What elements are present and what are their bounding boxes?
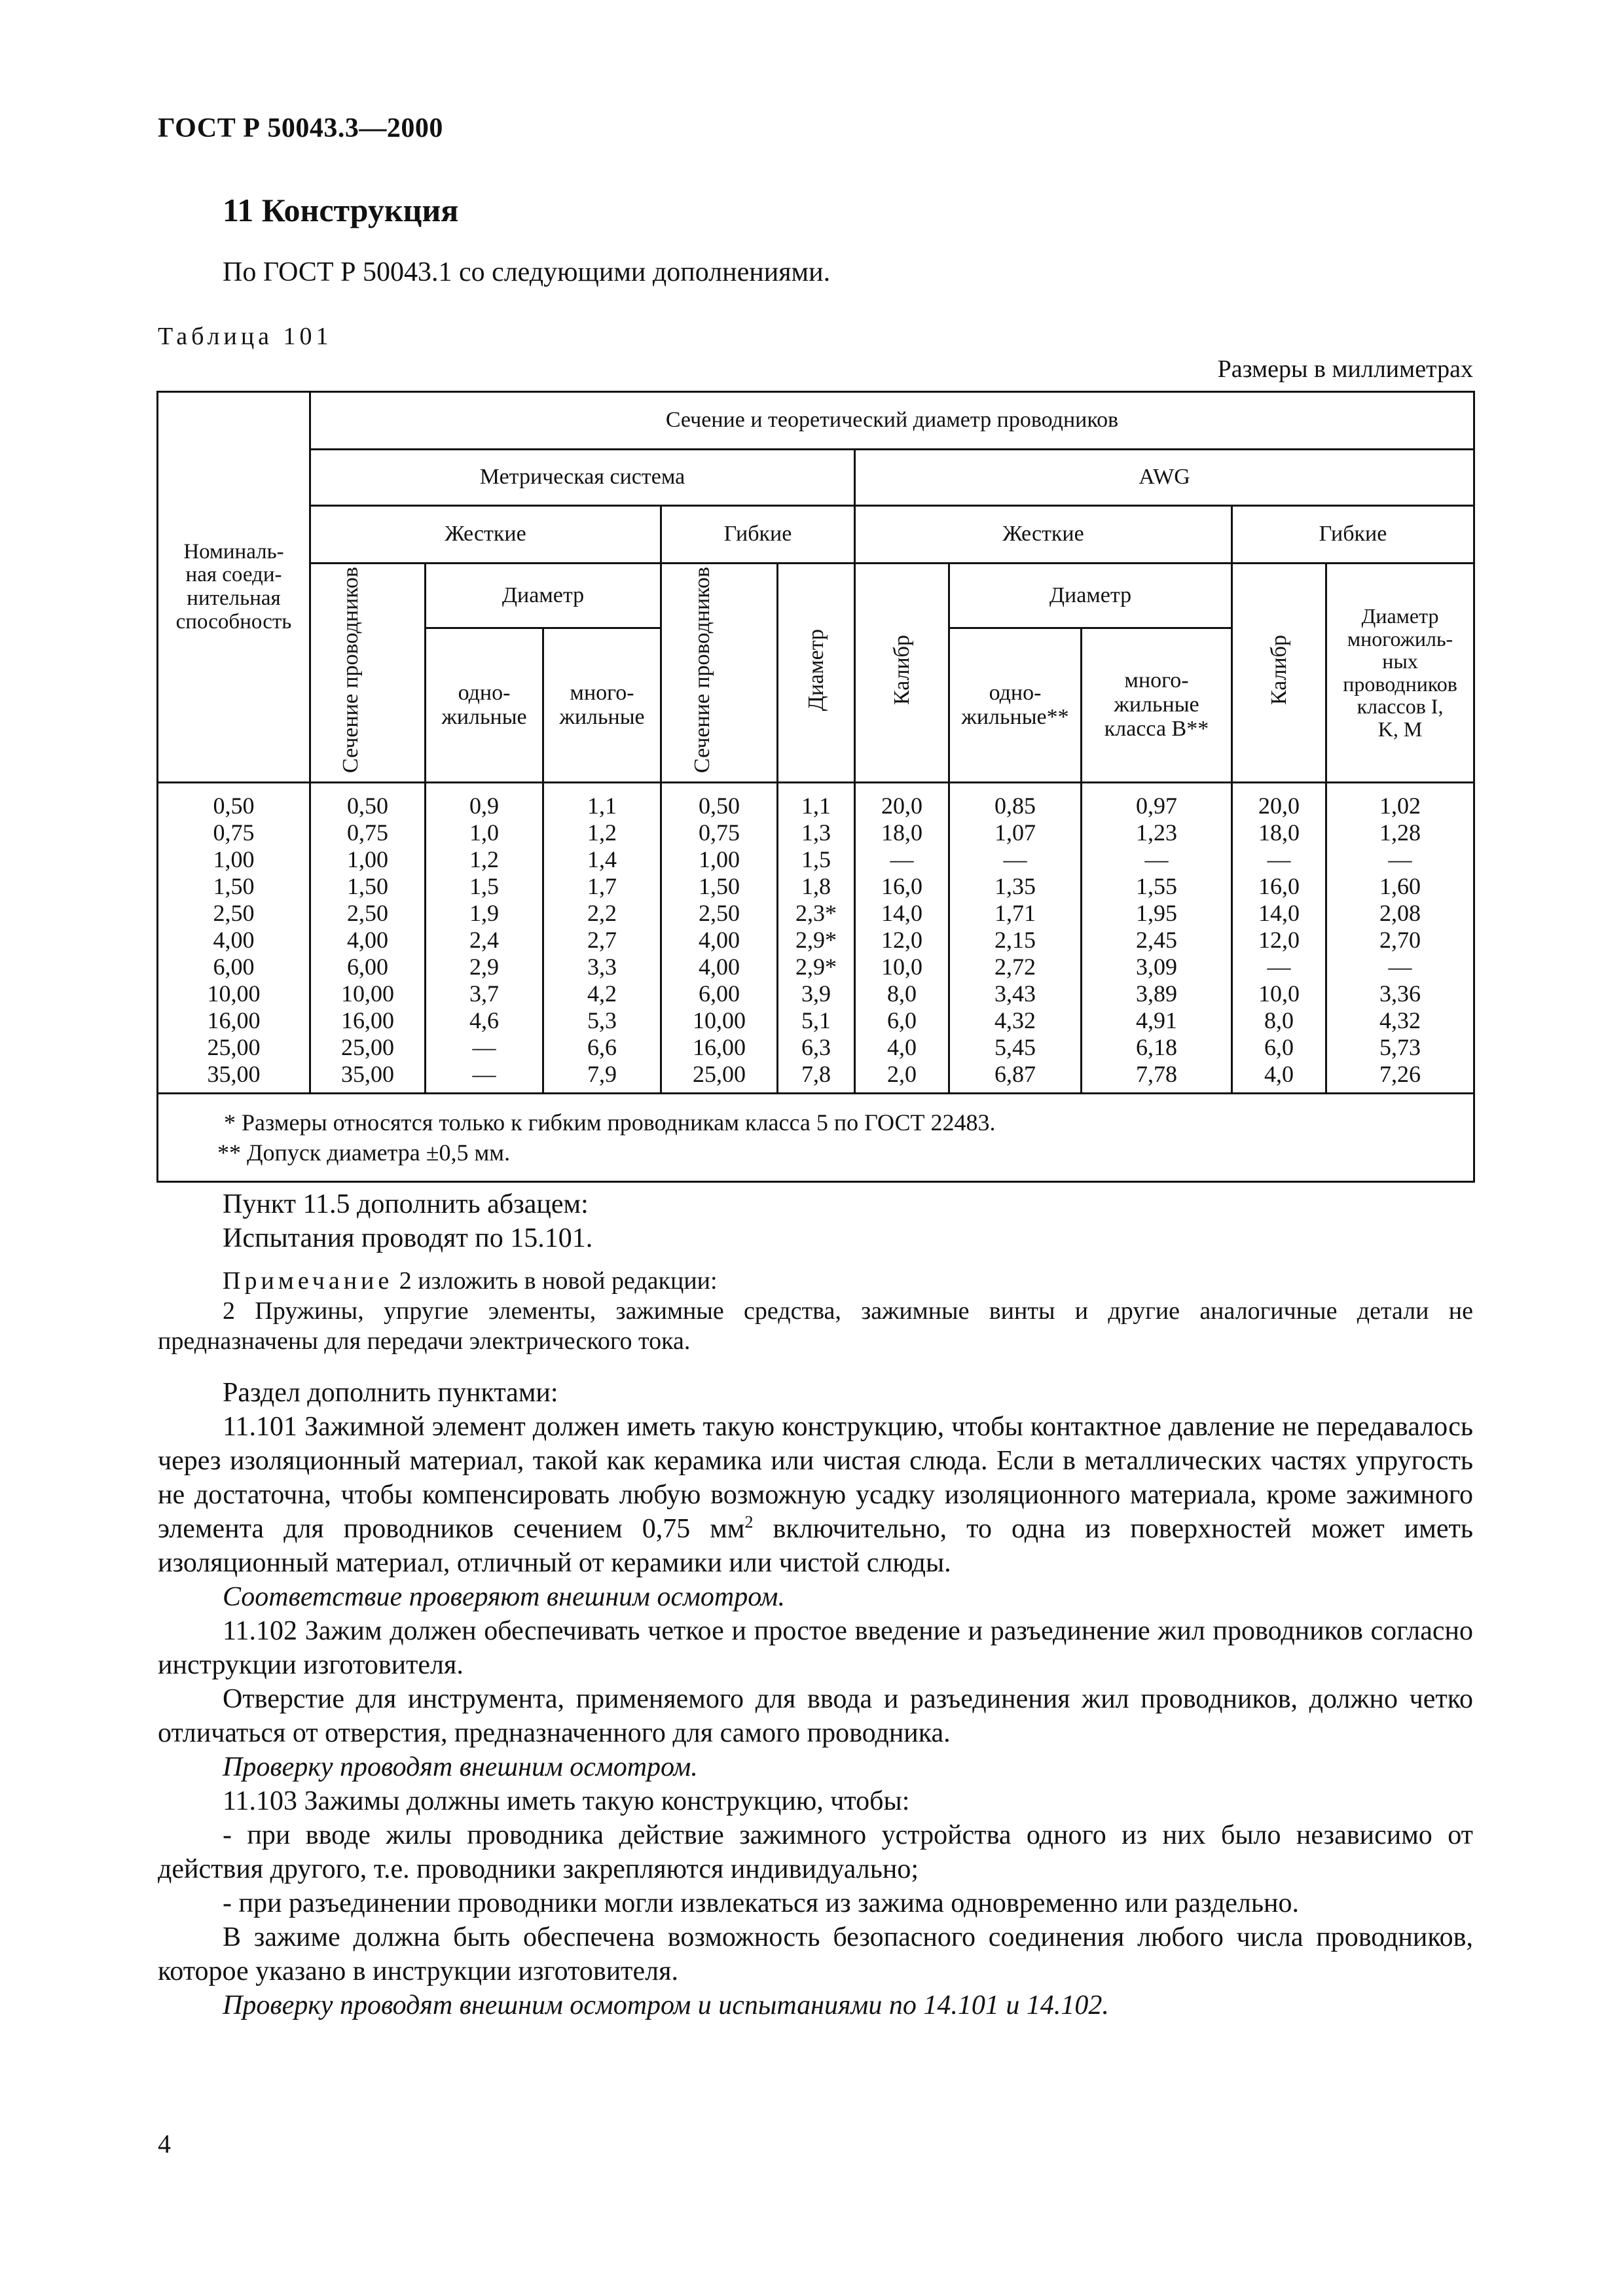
table-cell: 6,0: [887, 1007, 917, 1033]
table-cell: 4,0: [1264, 1060, 1294, 1087]
awg-header: AWG: [855, 450, 1474, 506]
table-cell: 2,15: [994, 926, 1036, 953]
table-cell: 4,6: [469, 1007, 499, 1033]
table-cell: 20,0: [1258, 792, 1300, 819]
table-cell: 2,4: [469, 926, 499, 953]
metric-flexible-header: Гибкие: [661, 506, 855, 564]
table-cell: 1,4: [587, 846, 617, 872]
col-7: [949, 782, 1082, 1093]
table-cell: 2,2: [587, 899, 617, 926]
check-1: Соответствие проверяют внешним осмотром.: [223, 1582, 785, 1612]
table-cell: 2,7: [587, 926, 617, 953]
table-cell: 4,91: [1136, 1007, 1177, 1033]
table-cell: 1,1: [587, 792, 617, 819]
table-cell: 6,6: [587, 1033, 617, 1060]
table-cell: —: [1144, 846, 1169, 872]
clause-11-102-b: Отверстие для инструмента, применяемого для ввода и разъединения жил проводников, должно четко отличаться от отверстия, предназначенного для самого проводника.: [158, 1684, 1473, 1748]
table-cell: 0,50: [347, 792, 388, 819]
table-cell: 4,00: [213, 926, 255, 953]
clause-11-101: 11.101 Зажимной элемент должен иметь такую конструкцию, чтобы контактное давление не передавалось через изоляционный материал, такой как керамика или чистая слюда. Если в металлических частях упругость не достаточна, чтобы компенсировать любую возможную усадку изоляционного материала, кроме зажимного элемента для проводников сечением 0,75 $мм^2$ включительно, то одна из поверхностей может иметь изоляционный материал, отличный от керамики или чистой слюды.: [158, 1412, 1473, 1578]
note-label: Примечание: [223, 1267, 393, 1295]
table-caption: Таблица 101: [158, 323, 333, 350]
table-cell: 0,75: [213, 819, 255, 846]
metric-flex-section-header: Сечение проводников: [661, 564, 778, 783]
table-cell: 0,85: [994, 792, 1036, 819]
table-cell: 1,00: [213, 846, 255, 872]
table-cell: 7,8: [801, 1060, 831, 1087]
col-5: [778, 782, 855, 1093]
table-cell: 10,0: [1258, 980, 1300, 1007]
col-nominal-header: Номиналь- ная соеди- нительная способность: [158, 392, 310, 783]
standard-header: ГОСТ Р 50043.3—2000: [158, 113, 443, 143]
table-cell: 7,78: [1136, 1060, 1177, 1087]
clause-11-102: 11.102 Зажим должен обеспечивать четкое и простое введение и разъединение жил проводников согласно инструкции изготовителя.: [158, 1616, 1473, 1680]
clause-11-103-a: - при вводе жилы проводника действие зажимного устройства одного из них было независимо от действия другого, т.е. проводники закрепляются индивидуально;: [158, 1820, 1473, 1884]
metric-rigid-diameter-header: Диаметр: [426, 564, 661, 628]
table-cell: 2,08: [1379, 899, 1421, 926]
table-cell: 0,9: [469, 792, 499, 819]
footnote-2: ** Допуск диаметра ±0,5 мм.: [217, 1139, 511, 1166]
table-cell: 1,07: [994, 819, 1036, 846]
table-cell: 1,8: [801, 872, 831, 899]
table-cell: 35,00: [207, 1060, 261, 1087]
table-cell: 1,35: [994, 872, 1036, 899]
table-cell: —: [1003, 846, 1027, 872]
table-cell: 3,09: [1136, 953, 1177, 980]
table-cell: 1,50: [213, 872, 255, 899]
awg-multi-header: много- жильные класса B**: [1082, 628, 1232, 783]
table-cell: 4,2: [587, 980, 617, 1007]
table-data-row: [158, 782, 1474, 1093]
table-cell: 14,0: [1258, 899, 1300, 926]
table-cell: 1,2: [587, 819, 617, 846]
table-cell: 1,7: [587, 872, 617, 899]
table-cell: 2,9*: [795, 926, 837, 953]
table-cell: 14,0: [881, 899, 922, 926]
awg-flex-diameter-header: Диаметр многожиль- ных проводников классов I, K, M: [1326, 564, 1474, 783]
table-cell: 10,00: [693, 1007, 746, 1033]
col-4: [661, 782, 778, 1093]
table-cell: 16,0: [881, 872, 922, 899]
table-cell: 10,00: [341, 980, 394, 1007]
table-cell: —: [472, 1033, 496, 1060]
table-cell: 16,0: [1258, 872, 1300, 899]
section-title: 11 Конструкция: [223, 192, 459, 228]
footnote-1: * Размеры относятся только к гибким проводникам класса 5 по ГОСТ 22483.: [224, 1109, 996, 1136]
table-units: Размеры в миллиметрах: [1217, 355, 1473, 383]
conductor-table: [156, 391, 1475, 1183]
col-2: [426, 782, 543, 1093]
table-cell: 3,89: [1136, 980, 1177, 1007]
table-cell: 2,9*: [795, 953, 837, 980]
table-cell: 4,00: [347, 926, 388, 953]
table-cell: 6,18: [1136, 1033, 1177, 1060]
check-3: Проверку проводят внешним осмотром и испытаниями по 14.101 и 14.102.: [223, 1990, 1109, 2020]
metric-rigid-header: Жесткие: [310, 506, 661, 564]
table-cell: 10,00: [207, 980, 261, 1007]
table-cell: 1,5: [801, 846, 831, 872]
col-1: [310, 782, 426, 1093]
table-cell: 1,3: [801, 819, 831, 846]
table-cell: —: [1388, 953, 1412, 980]
table-cell: 5,3: [587, 1007, 617, 1033]
table-cell: 1,50: [347, 872, 388, 899]
col-9: [1232, 782, 1326, 1093]
table-cell: 16,00: [693, 1033, 746, 1060]
table-cell: 3,9: [801, 980, 831, 1007]
table-cell: 6,00: [699, 980, 740, 1007]
table-cell: 3,3: [587, 953, 617, 980]
table-cell: 18,0: [881, 819, 922, 846]
note-text: 2 Пружины, упругие элементы, зажимные средства, зажимные винты и другие аналогичные детали не предназначены для передачи электрического тока.: [158, 1297, 1473, 1355]
page-number: 4: [158, 2129, 171, 2159]
table-cell: 2,45: [1136, 926, 1177, 953]
table-cell: 4,32: [994, 1007, 1036, 1033]
table-cell: 2,72: [994, 953, 1036, 980]
table-cell: 6,00: [347, 953, 388, 980]
metric-rigid-section-header: Сечение проводников: [310, 564, 426, 783]
p-amend-115: Пункт 11.5 дополнить абзацем: Испытания проводят по 15.101.: [223, 1189, 593, 1253]
awg-rigid-diameter-header: Диаметр: [949, 564, 1232, 628]
table-cell: 1,95: [1136, 899, 1177, 926]
table-cell: 10,0: [881, 953, 922, 980]
table-cell: 0,97: [1136, 792, 1177, 819]
table-cell: 6,3: [801, 1033, 831, 1060]
awg-rigid-gauge-header: Калибр: [855, 564, 949, 783]
col-10: [1326, 782, 1474, 1093]
note-rest: 2 изложить в новой редакции:: [393, 1267, 718, 1295]
table-cell: 1,28: [1379, 819, 1421, 846]
check-2: Проверку проводят внешним осмотром.: [223, 1752, 698, 1782]
table-cell: 4,32: [1379, 1007, 1421, 1033]
table-cell: 1,5: [469, 872, 499, 899]
table-cell: 3,36: [1379, 980, 1421, 1007]
table-cell: 3,43: [994, 980, 1036, 1007]
table-cell: 1,23: [1136, 819, 1177, 846]
table-cell: 2,0: [887, 1060, 917, 1087]
table-cell: 25,00: [341, 1033, 394, 1060]
table-cell: 1,71: [994, 899, 1036, 926]
col-6: [855, 782, 949, 1093]
table-cell: 1,60: [1379, 872, 1421, 899]
table-cell: 35,00: [341, 1060, 394, 1087]
table-cell: 16,00: [341, 1007, 394, 1033]
table-cell: 1,55: [1136, 872, 1177, 899]
table-cell: 18,0: [1258, 819, 1300, 846]
table-cell: 2,9: [469, 953, 499, 980]
metric-multi-header: много- жильные: [543, 628, 661, 783]
table-cell: 12,0: [1258, 926, 1300, 953]
table-footnotes: [158, 1093, 1474, 1181]
table-cell: 1,00: [699, 846, 740, 872]
table-cell: —: [1267, 846, 1291, 872]
table-cell: 6,0: [1264, 1033, 1294, 1060]
table-cell: 4,00: [699, 926, 740, 953]
table-cell: 2,50: [699, 899, 740, 926]
table-cell: 3,7: [469, 980, 499, 1007]
table-cell: —: [890, 846, 914, 872]
metric-single-header: одно- жильные: [426, 628, 543, 783]
table-cell: 12,0: [881, 926, 922, 953]
clause-11-103-b: - при разъединении проводники могли извлекаться из зажима одновременно или раздельно.: [223, 1888, 1300, 1918]
table-cell: —: [1267, 953, 1291, 980]
table-cell: 25,00: [693, 1060, 746, 1087]
table-cell: 2,50: [213, 899, 255, 926]
table-cell: 6,00: [213, 953, 255, 980]
table-cell: 25,00: [207, 1033, 261, 1060]
awg-rigid-header: Жесткие: [855, 506, 1232, 564]
table-cell: 4,00: [699, 953, 740, 980]
metric-flex-diameter-header: Диаметр: [778, 564, 855, 783]
awg-flex-gauge-header: Калибр: [1232, 564, 1326, 783]
col-0: [158, 782, 310, 1093]
table-cell: 20,0: [881, 792, 922, 819]
table-cell: 7,26: [1379, 1060, 1421, 1087]
table-cell: 1,0: [469, 819, 499, 846]
table-cell: 0,50: [213, 792, 255, 819]
table-cell: 1,50: [699, 872, 740, 899]
table-cell: 4,0: [887, 1033, 917, 1060]
table-cell: 8,0: [1264, 1007, 1294, 1033]
group-title-header: Сечение и теоретический диаметр проводников: [310, 392, 1474, 450]
clause-11-103-c: В зажиме должна быть обеспечена возможность безопасного соединения любого числа проводников, которое указано в инструкции изготовителя.: [158, 1922, 1473, 1986]
table-cell: 2,3*: [795, 899, 837, 926]
clauses-block: [158, 1376, 1473, 2022]
table-cell: 2,70: [1379, 926, 1421, 953]
clause-11-103: 11.103 Зажимы должны иметь такую конструкцию, чтобы:: [223, 1786, 910, 1816]
awg-single-header: одно- жильные**: [949, 628, 1082, 783]
table-cell: —: [472, 1060, 496, 1087]
table-cell: 6,87: [994, 1060, 1036, 1087]
table-cell: 7,9: [587, 1060, 617, 1087]
table-cell: 1,2: [469, 846, 499, 872]
table-cell: 0,50: [699, 792, 740, 819]
table-cell: 16,00: [207, 1007, 261, 1033]
table-cell: 5,1: [801, 1007, 831, 1033]
table-cell: —: [1388, 846, 1412, 872]
col-3: [543, 782, 661, 1093]
table-cell: 5,73: [1379, 1033, 1421, 1060]
section-intro: По ГОСТ Р 50043.1 со следующими дополнениями.: [223, 257, 831, 287]
metric-header: Метрическая система: [310, 450, 855, 506]
table-cell: 1,9: [469, 899, 499, 926]
table-cell: 1,00: [347, 846, 388, 872]
table-cell: 8,0: [887, 980, 917, 1007]
table-cell: 2,50: [347, 899, 388, 926]
table-cell: 1,1: [801, 792, 831, 819]
table-cell: 5,45: [994, 1033, 1036, 1060]
note-block: [158, 1266, 1473, 1356]
table-cell: 0,75: [347, 819, 388, 846]
awg-flexible-header: Гибкие: [1232, 506, 1474, 564]
add-clauses: Раздел дополнить пунктами:: [223, 1378, 558, 1408]
table-cell: 1,02: [1379, 792, 1421, 819]
col-8: [1082, 782, 1232, 1093]
table-cell: 0,75: [699, 819, 740, 846]
